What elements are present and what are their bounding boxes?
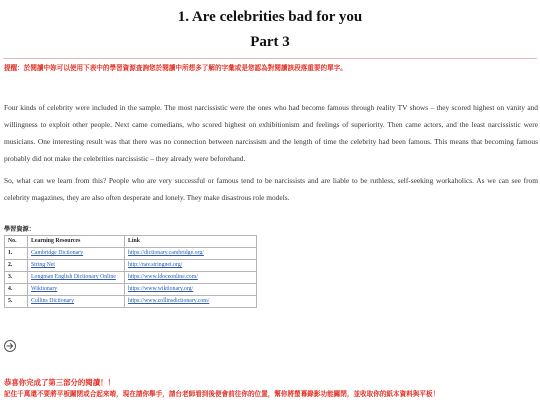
resource-url-wiktionary[interactable]: https://www.wiktionary.org/ — [128, 286, 194, 292]
resource-link-longman[interactable]: Longman English Dictionary Online — [31, 274, 116, 280]
resource-name-cell — [28, 260, 125, 272]
reading-tip: 提醒：於閱讀中妳可以使用下表中的學習資源查詢您於閱讀中所想多了解的字彙或是您認為對閱讀該段落重要的單字。 — [4, 64, 347, 72]
paragraph-2: So, what can we learn from this? People who are very successful or famous tend to be narcissists and are liable to be ruthless, self-seeking workaholics. As we can see from celebrity magazines, they are also often desperate and lonely. They make disastrous role models. — [4, 176, 538, 202]
resource-url-cambridge[interactable]: https://dictionary.cambridge.org/ — [128, 250, 204, 256]
resource-link-collins[interactable]: Collins Dictionary — [31, 298, 74, 304]
completion-instruction: 記住千萬還不要將平板關閉或合起來唷，現在請你舉手，請台老師看到後便會前往你的位置，幫你將螢幕錄影功能關閉，並收取你的紙本資料與平板！ — [4, 390, 440, 398]
part-title: Part 3 — [250, 34, 290, 50]
resource-name-cell — [28, 248, 125, 260]
column-header-link: Link — [125, 236, 257, 248]
arrow-right-icon — [6, 342, 14, 350]
resource-name-cell — [28, 296, 125, 308]
column-header-resource: Learning Resources — [28, 236, 125, 248]
row-number: 3. — [5, 272, 28, 284]
table-row — [5, 260, 257, 272]
row-number: 4. — [5, 284, 28, 296]
resources-label: 學習資源： — [4, 226, 35, 233]
resource-link-wiktionary[interactable]: Wiktionary — [31, 286, 58, 292]
divider — [3, 58, 537, 59]
resource-link-stringnet[interactable]: String Net — [31, 262, 55, 268]
paragraph-1: Four kinds of celebrity were included in the sample. The most narcissistic were the ones who had become famous through reality TV shows – they scored highest on vanity and willingness to exploit other people. Next came comedians, who scored highest on exhibitionism and feelings of superiority. Then came actors, and the least narcissistic were musicians. One interesting result was that there was no connection between narcissism and the length of time the celebrity had been famous. This means that becoming famous probably did not make the celebrities narcissistic – they already were beforehand. — [4, 103, 538, 163]
resource-url-stringnet[interactable]: http://nav.stringnet.org/ — [128, 262, 183, 268]
table-row — [5, 272, 257, 284]
resource-url-longman[interactable]: https://www.ldoceonline.com/ — [128, 274, 198, 280]
row-number: 2. — [5, 260, 28, 272]
resource-name-cell — [28, 272, 125, 284]
resource-url-cell — [125, 284, 257, 296]
column-header-no: No. — [5, 236, 28, 248]
resource-url-collins[interactable]: https://www.collinsdictionary.com/ — [128, 298, 210, 304]
row-number: 1. — [5, 248, 28, 260]
table-row — [5, 284, 257, 296]
table-header-row — [5, 236, 257, 248]
next-arrow-button[interactable] — [4, 340, 16, 352]
resource-url-cell — [125, 260, 257, 272]
page-title: 1. Are celebrities bad for you — [177, 9, 363, 25]
resources-table — [4, 235, 257, 308]
resource-name-cell — [28, 284, 125, 296]
resource-link-cambridge[interactable]: Cambridge Dictionary — [31, 250, 83, 256]
resource-url-cell — [125, 296, 257, 308]
resource-url-cell — [125, 272, 257, 284]
completion-message: 恭喜你完成了第三部分的閱讀！！ — [4, 378, 115, 387]
row-number: 5. — [5, 296, 28, 308]
table-row — [5, 248, 257, 260]
resource-url-cell — [125, 248, 257, 260]
table-row — [5, 296, 257, 308]
